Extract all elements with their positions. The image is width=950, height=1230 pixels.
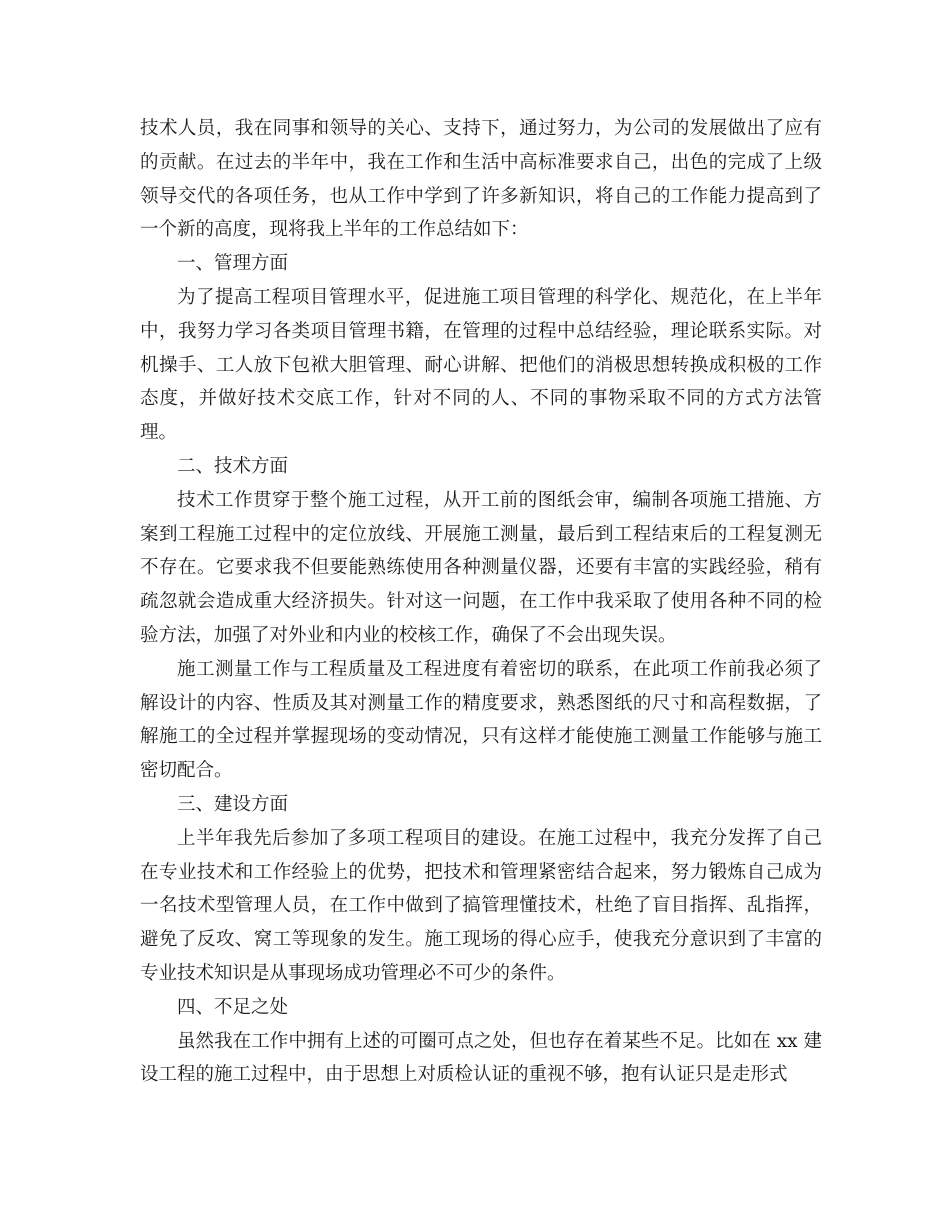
document-body (140, 112, 822, 1092)
management-paragraph: 为了提高工程项目管理水平，促进施工项目管理的科学化、规范化，在上半年中，我努力学习各类项目管理书籍，在管理的过程中总结经验，理论联系实际。对机操手、工人放下包袱大胆管理、耐心讲解、把他们的消极思想转换成积极的工作态度，并做好技术交底工作，针对不同的人、不同的事物采取不同的方式方法管理。 (140, 286, 822, 444)
section-heading-technology: 二、技术方面 (177, 455, 289, 477)
technology-paragraph: 技术工作贯穿于整个施工过程，从开工前的图纸会审，编制各项施工措施、方案到工程施工过程中的定位放线、开展施工测量，最后到工程结束后的工程复测无不存在。它要求我不但要能熟练使用各种测量仪器，还要有丰富的实践经验，稍有疏忽就会造成重大经济损失。针对这一问题，在工作中我采取了使用各种不同的检验方法，加强了对外业和内业的校核工作，确保了不会出现失误。 (140, 489, 822, 646)
section-heading-shortcomings: 四、不足之处 (177, 996, 289, 1018)
construction-paragraph: 上半年我先后参加了多项工程项目的建设。在施工过程中，我充分发挥了自己在专业技术和工作经验上的优势，把技术和管理紧密结合起来，努力锻炼自己成为一名技术型管理人员，在工作中做到了搞管理懂技术，杜绝了盲目指挥、乱指挥，避免了反攻、窝工等现象的发生。施工现场的得心应手，使我充分意识到了丰富的专业技术知识是从事现场成功管理必不可少的条件。 (140, 827, 822, 984)
section-heading-management: 一、管理方面 (177, 253, 289, 275)
shortcomings-paragraph: 虽然我在工作中拥有上述的可圈可点之处，但也存在着某些不足。比如在 xx 建设工程的施工过程中，由于思想上对质检认证的重视不够，抱有认证只是走形式 (140, 1030, 822, 1086)
survey-paragraph: 施工测量工作与工程质量及工程进度有着密切的联系，在此项工作前我必须了解设计的内容、性质及其对测量工作的精度要求，熟悉图纸的尺寸和高程数据，了解施工的全过程并掌握现场的变动情况，只有这样才能使施工测量工作能够与施工密切配合。 (140, 658, 822, 782)
intro-paragraph: 技术人员，我在同事和领导的关心、支持下，通过努力，为公司的发展做出了应有的贡献。在过去的半年中，我在工作和生活中高标准要求自己，出色的完成了上级领导交代的各项任务，也从工作中学到了许多新知识，将自己的工作能力提高到了一个新的高度，现将我上半年的工作总结如下： (140, 118, 822, 241)
section-heading-construction: 三、建设方面 (177, 793, 289, 815)
